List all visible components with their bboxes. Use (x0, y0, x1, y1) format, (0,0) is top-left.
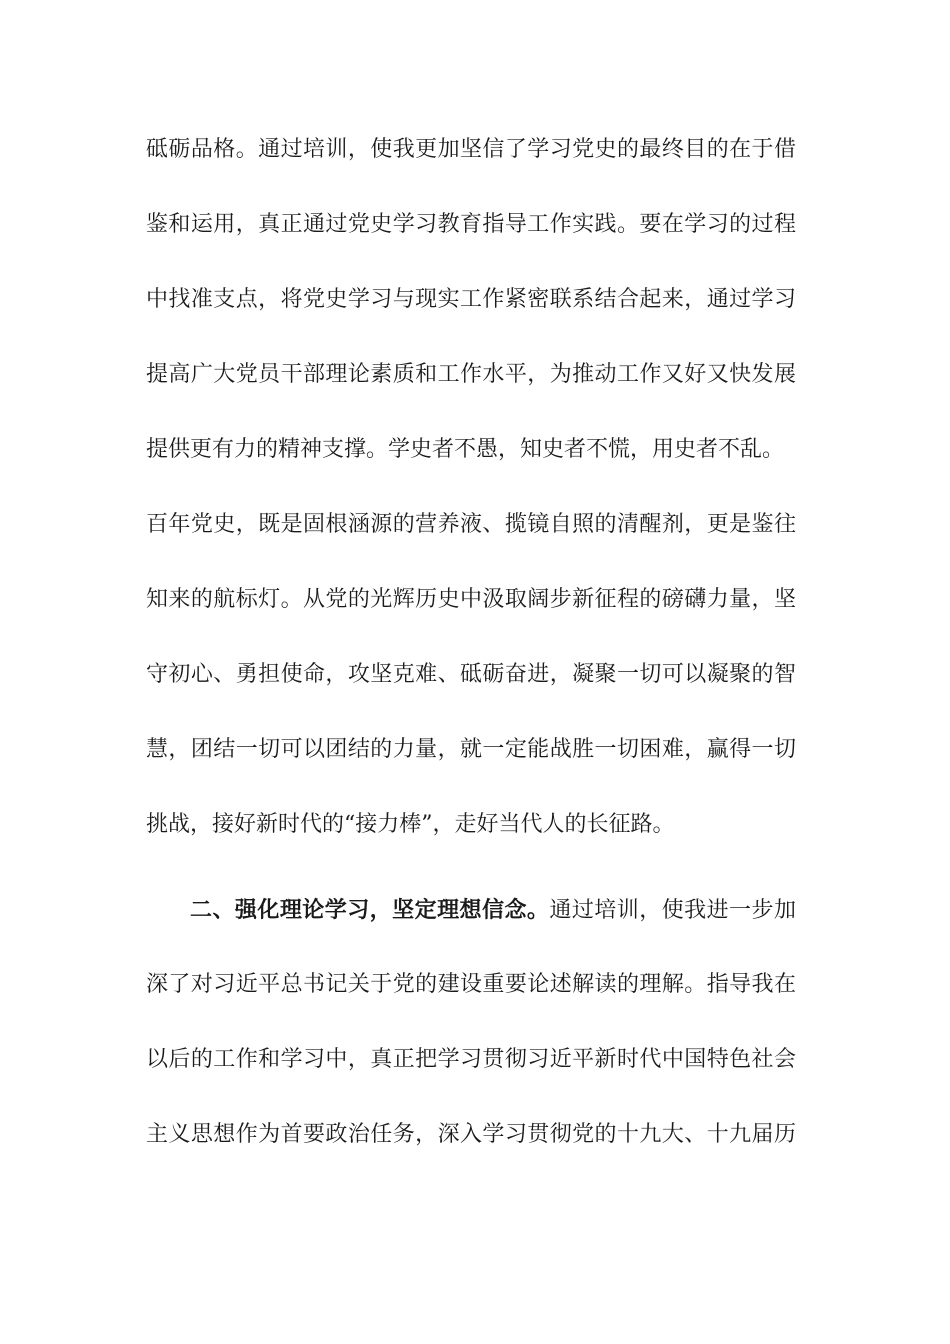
section-heading-line (146, 890, 796, 930)
paragraph-line: 知来的航标灯。从党的光辉历史中汲取阔步新征程的磅礴力量，坚 (146, 587, 796, 612)
paragraph-line: 鉴和运用，真正通过党史学习教育指导工作实践。要在学习的过程 (146, 212, 796, 237)
paragraph-line: 提高广大党员干部理论素质和工作水平，为推动工作又好又快发展 (146, 362, 796, 387)
section-heading: 二、强化理论学习，坚定理想信念。 (190, 897, 550, 923)
paragraph-line: 提供更有力的精神支撑。学史者不愚，知史者不慌，用史者不乱。 (146, 437, 785, 462)
paragraph-line: 以后的工作和学习中，真正把学习贯彻习近平新时代中国特色社会 (146, 1047, 796, 1072)
heading-line-text: 通过培训，使我进一步加 (549, 898, 796, 923)
paragraph-line: 慧，团结一切可以团结的力量，就一定能战胜一切困难，赢得一切 (146, 737, 796, 762)
paragraph-line: 挑战，接好新时代的“接力棒”，走好当代人的长征路。 (146, 812, 675, 837)
paragraph-line: 主义思想作为首要政治任务，深入学习贯彻党的十九大、十九届历 (146, 1122, 796, 1147)
paragraph-line: 砥砺品格。通过培训，使我更加坚信了学习党史的最终目的在于借 (146, 137, 796, 162)
paragraph-line: 中找准支点，将党史学习与现实工作紧密联系结合起来，通过学习 (146, 287, 796, 312)
paragraph-line: 守初心、勇担使命，攻坚克难、砥砺奋进，凝聚一切可以凝聚的智 (146, 662, 796, 687)
paragraph-line: 深了对习近平总书记关于党的建设重要论述解读的理解。指导我在 (146, 972, 796, 997)
paragraph-line: 百年党史，既是固根涵源的营养液、揽镜自照的清醒剂，更是鉴往 (146, 512, 796, 537)
